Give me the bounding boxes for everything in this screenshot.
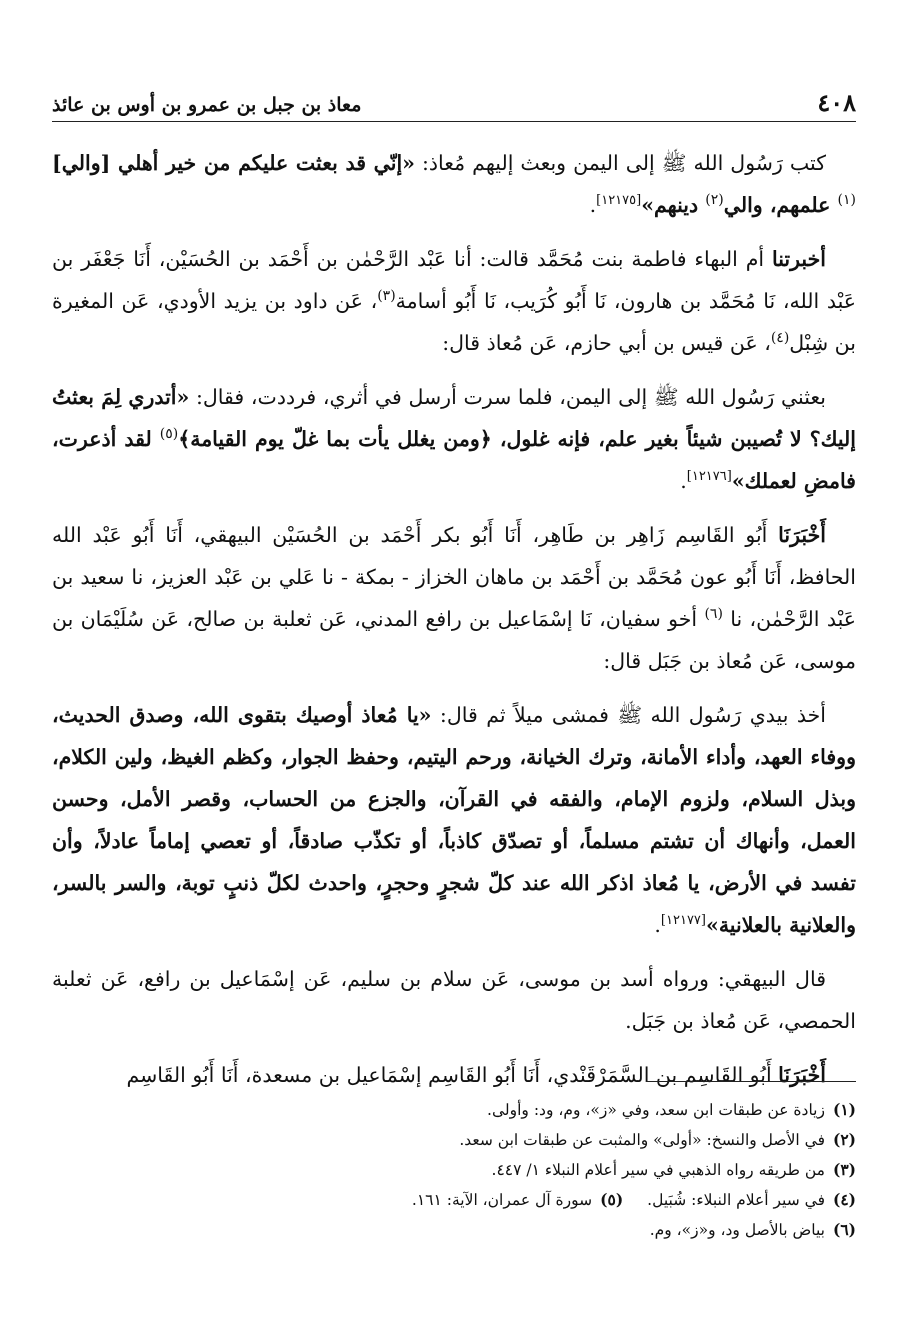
- page-header: [52, 55, 856, 122]
- footnote-number: (٢): [832, 1130, 856, 1149]
- footnote-text: سورة آل عمران، الآية: ١٦١.: [411, 1191, 593, 1209]
- paragraph: [52, 694, 856, 946]
- paragraph: [52, 514, 856, 682]
- text-run: أم البهاء فاطمة بنت مُحَمَّد قالت: أنا عَبْد الرَّحْمٰن بن أَحْمَد بن الحُسَيْن، أَنَا جَعْفَر بن عَبْد الله، نَا مُحَمَّد بن هارون، نَا أَبُو كُرَيب، نَا أَبُو أسامة: [52, 247, 856, 313]
- text-run: أخذ بيدي رَسُول الله ﷺ فمشى ميلاً ثم قال:: [431, 703, 827, 727]
- footnote-row: [52, 1215, 856, 1245]
- footnote-marker: (٣): [377, 288, 396, 305]
- footnote-number: (٣): [832, 1160, 856, 1179]
- footnote: [492, 1155, 857, 1185]
- footnote-text: بياض بالأصل ود، و«ز»، وم.: [649, 1221, 825, 1239]
- page: [52, 55, 856, 1325]
- text-run: بعثني رَسُول الله ﷺ إلى اليمن، فلما سرت أرسل في أثري، فرددت، فقال:: [189, 385, 826, 409]
- bold-text: «أتدري لِمَ بعثتُ إليك؟ لا تُصيبن شيئاً بغير علم، فإنه غلول، ﴿ومن يغلل يأت بما غلّ يوم القيامة﴾: [52, 385, 857, 451]
- text-run: ، عَن داود بن يزيد الأودي، عَن المغيرة بن شِبْل: [52, 289, 856, 355]
- text-run: ، عَن قيس بن أبي حازم، عَن مُعاذ قال:: [442, 331, 771, 355]
- footnote-number: (١): [832, 1100, 856, 1119]
- footnote: [647, 1185, 856, 1215]
- footnote: [650, 1215, 856, 1245]
- text-run: .: [680, 469, 687, 493]
- bold-text: أخبرتنا: [771, 247, 826, 271]
- footnote: [487, 1095, 856, 1125]
- text-run: كتب رَسُول الله ﷺ إلى اليمن وبعث إليهم مُعاذ:: [414, 151, 826, 175]
- hadith-number: [١٢١٧٧]: [660, 913, 706, 929]
- bold-text: لقد أذعرت، فامضِ لعملك»: [52, 427, 856, 493]
- footnote-text: زيادة عن طبقات ابن سعد، وفي «ز»، وم، ود: وأولى.: [487, 1101, 825, 1119]
- hadith-number: [١٢١٧٦]: [686, 469, 732, 485]
- footnote-number: (٥): [600, 1190, 624, 1209]
- text-run: أَبُو القَاسِم زَاهِر بن طَاهِر، أَنَا أَبُو بكر أَحْمَد بن الحُسَيْن البيهقي، أَنَا أَبُو عَبْد الله الحافظ، أَنَا أَبُو عون مُحَمَّد بن أَحْمَد بن ماهان الخزاز - بمكة - نا عَلي بن عَبْد العزيز، نا سعيد بن عَبْد الرَّحْمٰن، نا: [52, 523, 856, 631]
- footnotes: [52, 1095, 856, 1245]
- footnote: [459, 1125, 856, 1155]
- hadith-number: [١٢١٧٥]: [596, 193, 642, 209]
- text-run: أَبُو القَاسِم بن السَّمَرْقَنْدي، أَنَا أَبُو القَاسِم إسْمَاعيل بن مسعدة، أَنَا أَبُو القَاسِم: [126, 1063, 779, 1087]
- footnote-row: [52, 1095, 856, 1125]
- footnote-number: (٤): [832, 1190, 856, 1209]
- bold-text: «يا مُعاذ أوصيك بتقوى الله، وصدق الحديث، ووفاء العهد، وأداء الأمانة، وترك الخيانة، ورحم اليتيم، وحفظ الجوار، وكظم الغيظ، ولين الكلام، وبذل السلام، ولزوم الإمام، والفقه في القرآن، والجزع من الحساب، وقصر الأمل، وحسن العمل، وأنهاك أن تشتم مسلماً، أو تصدّق كاذباً، أو تكذّب صادقاً، أو تعصي إماماً عادلاً، وأن تفسد في الأرض، يا مُعاذ اذكر الله عند كلّ شجرٍ وحجرٍ، واحدث لكلّ ذنبٍ توبة، والسر بالسر، والعلانية بالعلانية»: [52, 703, 856, 937]
- paragraph: [52, 958, 856, 1042]
- text-run: قال البيهقي: ورواه أسد بن موسى، عَن سلام بن سليم، عَن إسْمَاعيل بن رافع، عَن ثعلبة الحمصي، عَن مُعاذ بن جَبَل.: [52, 967, 856, 1033]
- footnote-marker: (٤): [770, 330, 790, 347]
- bold-text: «إنّي قد بعثت عليكم من خير أهلي [والي]: [52, 151, 415, 175]
- bold-text: علمهم، والي: [723, 193, 838, 217]
- footnote-text: من طريقه رواه الذهبي في سير أعلام النبلاء ١/ ٤٤٧.: [491, 1161, 825, 1179]
- bold-text: أَخْبَرَنَا: [778, 523, 826, 547]
- running-head: معاذ بن جبل بن عمرو بن أوس بن عائذ: [52, 94, 362, 116]
- paragraph: [52, 1054, 856, 1096]
- footnote-marker: (٥): [159, 426, 179, 443]
- paragraph: [52, 142, 856, 226]
- paragraph: [52, 376, 856, 502]
- page-number: ٤٠٨: [817, 88, 856, 117]
- footnote-row: [52, 1125, 856, 1155]
- footnote-divider: [646, 1081, 856, 1082]
- footnote-text: في سير أعلام النبلاء: شُبَيل.: [647, 1191, 825, 1209]
- bold-text: دينهم»: [641, 193, 706, 217]
- footnote-number: (٦): [832, 1220, 856, 1239]
- text-run: أخو سفيان، نَا إسْمَاعيل بن رافع المدني، عَن ثعلبة بن صالح، عَن سُلَيْمَان بن موسى، عَن مُعاذ بن جَبَل قال:: [52, 607, 856, 673]
- paragraph: [52, 238, 856, 364]
- footnote: [412, 1185, 623, 1215]
- text-run: .: [589, 193, 597, 217]
- footnote-marker: (٢): [705, 192, 724, 209]
- footnote-row: [52, 1185, 856, 1215]
- footnote-marker: (٦): [704, 606, 723, 623]
- bold-text: أَخْبَرَنَا: [778, 1063, 826, 1087]
- main-text: [52, 142, 856, 1096]
- text-run: .: [654, 913, 661, 937]
- footnote-row: [52, 1155, 856, 1185]
- footnote-text: في الأصل والنسخ: «أولى» والمثبت عن طبقات ابن سعد.: [459, 1131, 825, 1149]
- footnote-marker: (١): [837, 192, 856, 209]
